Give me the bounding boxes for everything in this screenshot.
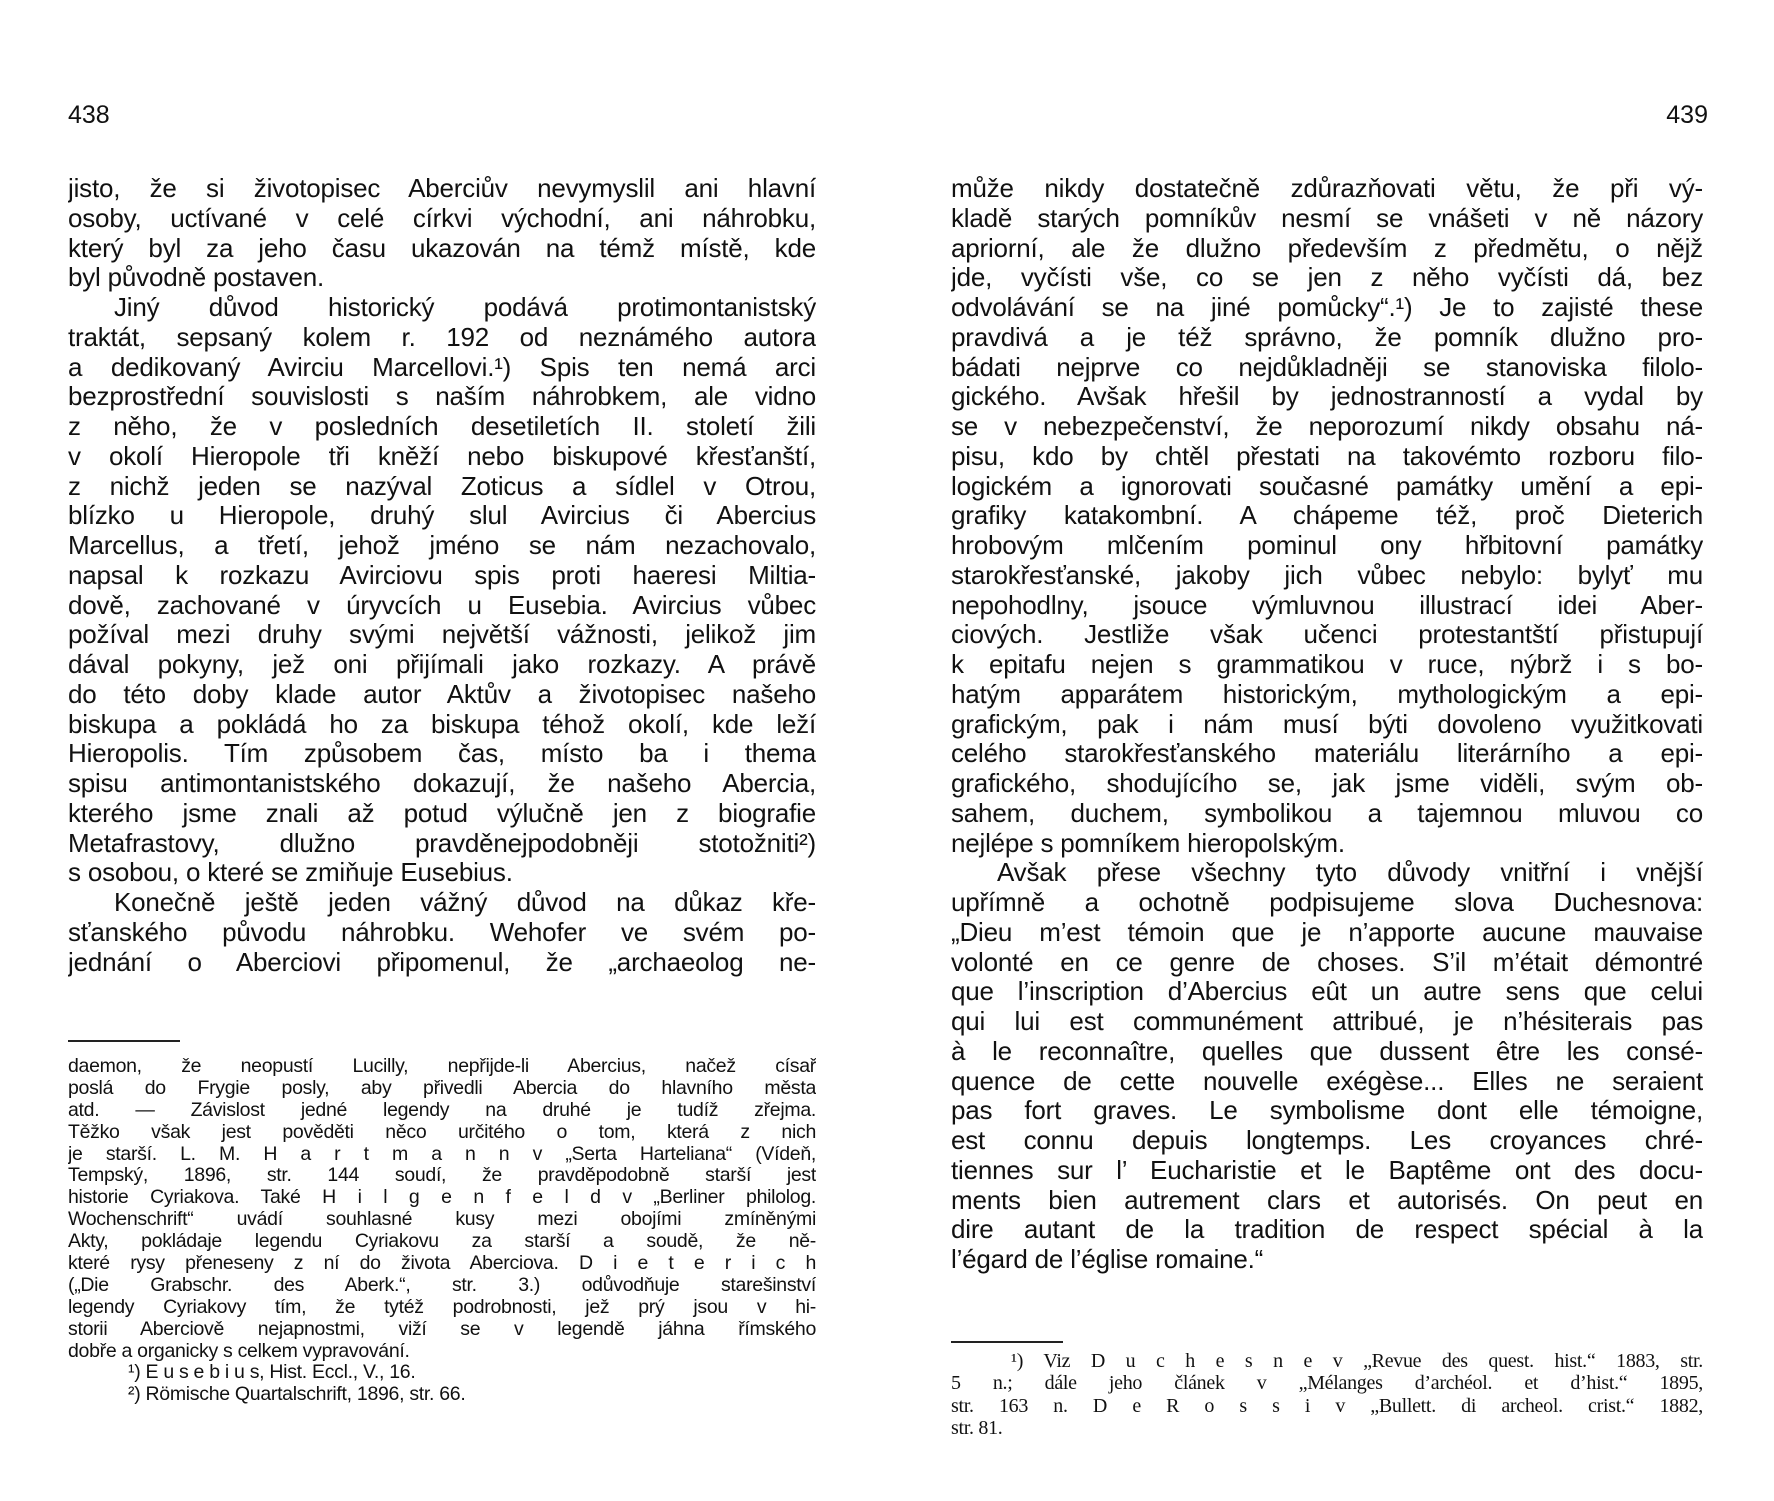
footnote-line: je starší. L. M. H a r t m a n n v „Serta Harteliana“ (Vídeň, bbox=[68, 1143, 816, 1165]
text-line: osoby, uctívané v celé církvi východní, ani náhrobku, bbox=[68, 203, 816, 233]
text-line: pisu, kdo by chtěl přestati na takovémto rozboru filo- bbox=[951, 441, 1703, 471]
text-line: Marcellus, a třetí, jehož jméno se nám nezachovalo, bbox=[68, 531, 816, 560]
text-line: který byl za jeho času ukazován na témž místě, kde bbox=[68, 233, 816, 263]
page-number: 438 bbox=[68, 101, 110, 129]
text-line: se v nebezpečenství, že neporozumí nikdy obsahu ná- bbox=[951, 412, 1703, 441]
footnote-line: atd. — Závislost jedné legendy na druhé je tudíž zřejma. bbox=[68, 1099, 816, 1121]
text-line: qui lui est communément attribué, je n’hésiterais pas bbox=[951, 1007, 1703, 1036]
text-line: celého starokřesťanského materiálu literárního a epi- bbox=[951, 739, 1703, 769]
text-line: Jiný důvod historický podává protimontanistský bbox=[114, 293, 816, 322]
text-line: bádati nejprve co nejdůkladněji se stanoviska filolo- bbox=[951, 352, 1703, 382]
text-line: kladě starých pomníkův nesmí se vnášeti v ně názory bbox=[951, 203, 1703, 233]
footnote-line: poslá do Frygie posly, aby přivedli Abercia do hlavního města bbox=[68, 1077, 816, 1099]
footnote-line: daemon, že neopustí Lucilly, nepřijde-li Abercius, načež císař bbox=[68, 1056, 816, 1077]
footnote-line: („Die Grabschr. des Aberk.“, str. 3.) odůvodňuje starešinství bbox=[68, 1274, 816, 1296]
text-line: sťanského původu náhrobku. Wehofer ve svém po- bbox=[68, 917, 816, 947]
text-line: dával pokyny, jež oni přijímali jako rozkazy. A právě bbox=[68, 650, 816, 679]
footnote-line: legendy Cyriakovy tím, že tytéž podrobnosti, jež prý jsou v hi- bbox=[68, 1296, 816, 1318]
text-line: byl původně postaven. bbox=[68, 263, 324, 293]
text-line: apriorní, ale že dlužno především z předmětu, o nějž bbox=[951, 233, 1703, 263]
footnote-rule bbox=[951, 1341, 1063, 1343]
text-line: Konečně ještě jeden vážný důvod na důkaz kře- bbox=[114, 888, 816, 917]
text-line: sahem, duchem, symbolikou a tajemnou mluvou co bbox=[951, 798, 1703, 828]
footnote-line: historie Cyriakova. Také H i l g e n f e l d v „Berliner philolog. bbox=[68, 1187, 816, 1209]
footnote-line: Těžko však jest pověděti něco určitého o tom, která z nich bbox=[68, 1121, 816, 1143]
body-text bbox=[68, 174, 816, 977]
text-line: v okolí Hieropole tři kněží nebo biskupové křesťanští, bbox=[68, 441, 816, 471]
text-line: nejlépe s pomníkem hieropolským. bbox=[951, 828, 1345, 858]
body-text bbox=[951, 174, 1703, 1275]
text-line: tiennes sur l’ Eucharistie et le Baptême ont des docu- bbox=[951, 1155, 1703, 1185]
text-line: kterého jsme znali až potud výlučně jen z biografie bbox=[68, 798, 816, 828]
text-line: à le reconnaître, quelles que dussent être les consé- bbox=[951, 1036, 1703, 1066]
text-line: ments bien autrement clars et autorisés. On peut en bbox=[951, 1185, 1703, 1215]
text-line: může nikdy dostatečně zdůrazňovati větu, že při vý- bbox=[951, 174, 1703, 203]
text-line: jde, vyčísti vše, co se jen z něho vyčísti dá, bez bbox=[951, 263, 1703, 293]
footnote-line: Tempský, 1896, str. 144 soudí, že pravděpodobně starší jest bbox=[68, 1165, 816, 1187]
text-line: „Dieu m’est témoin que je n’apporte aucune mauvaise bbox=[951, 917, 1703, 947]
text-line: hrobovým mlčením pominul ony hřbitovní památky bbox=[951, 531, 1703, 560]
text-line: Metafrastovy, dlužno pravděnejpodobněji stotožniti²) bbox=[68, 828, 816, 858]
text-line: pravdivá a je též správno, že pomník dlužno pro- bbox=[951, 322, 1703, 352]
footnotes bbox=[68, 1056, 816, 1406]
text-line: bezprostřední souvislosti s naším náhrobkem, ale vidno bbox=[68, 382, 816, 412]
text-line: est connu depuis longtemps. Les croyances chré- bbox=[951, 1126, 1703, 1155]
text-line: k epitafu nejen s grammatikou v ruce, nýbrž i s bo- bbox=[951, 650, 1703, 679]
text-line: grafického, shodujícího se, jak jsme viděli, svým ob- bbox=[951, 769, 1703, 798]
text-line: dově, zachované v úryvcích u Eusebia. Avircius vůbec bbox=[68, 590, 816, 620]
text-line: dire autant de la tradition de respect spécial à la bbox=[951, 1215, 1703, 1245]
text-line: z nichž jeden se nazýval Zoticus a sídlel v Otrou, bbox=[68, 471, 816, 501]
text-line: spisu antimontanistského dokazují, že našeho Abercia, bbox=[68, 769, 816, 798]
text-line: traktát, sepsaný kolem r. 192 od neznámého autora bbox=[68, 322, 816, 352]
footnote-rule bbox=[68, 1040, 180, 1042]
text-line: gického. Avšak hřešil by jednostranností a vydal by bbox=[951, 382, 1703, 412]
text-line: požíval mezi druhy svými největší vážnosti, jelikož jim bbox=[68, 620, 816, 650]
text-line: z něho, že v posledních desetiletích II. století žili bbox=[68, 412, 816, 441]
text-line: blízko u Hieropole, druhý slul Avircius či Abercius bbox=[68, 501, 816, 531]
text-line: starokřesťanské, jakoby jich vůbec nebylo: bylyť mu bbox=[951, 560, 1703, 590]
footnote-line: storii Aberciově nejapnostmi, viží se v legendě jáhna římského bbox=[68, 1318, 816, 1340]
text-line: hatým apparátem historickým, mythologickým a epi- bbox=[951, 679, 1703, 709]
footnote-line: Akty, pokládaje legendu Cyriakovu za starší a soudě, že ně- bbox=[68, 1231, 816, 1253]
footnote-line: které rysy přeneseny z ní do života Aberciova. D i e t e r i c h bbox=[68, 1253, 816, 1275]
text-line: ciových. Jestliže však učenci protestantští přistupují bbox=[951, 620, 1703, 650]
footnote-line: Wochenschrift“ uvádí souhlasné kusy mezi obojími zmíněnými bbox=[68, 1209, 816, 1231]
footnote-line: ¹) Viz D u c h e s n e v „Revue des quest. hist.“ 1883, str. bbox=[1011, 1350, 1703, 1372]
text-line: nepohodlny, jsouce výmluvnou illustrací idei Aber- bbox=[951, 590, 1703, 620]
text-line: s osobou, o které se zmiňuje Eusebius. bbox=[68, 858, 513, 888]
page-number: 439 bbox=[1666, 101, 1708, 129]
footnote-line: ¹) E u s e b i u s, Hist. Eccl., V., 16. bbox=[128, 1362, 416, 1384]
text-line: biskupa a pokládá ho za biskupa téhož okolí, kde leží bbox=[68, 709, 816, 739]
text-line: grafickým, pak i nám musí býti dovoleno využitkovati bbox=[951, 709, 1703, 739]
footnotes bbox=[951, 1350, 1703, 1440]
right-page bbox=[887, 0, 1774, 1501]
text-line: jisto, že si životopisec Aberciův nevymyslil ani hlavní bbox=[68, 174, 816, 203]
footnote-line: ²) Römische Quartalschrift, 1896, str. 66. bbox=[128, 1384, 466, 1406]
text-line: a dedikovaný Avirciu Marcellovi.¹) Spis ten nemá arci bbox=[68, 352, 816, 382]
footnote-line: str. 163 n. D e R o s s i v „Bullett. di archeol. crist.“ 1882, bbox=[951, 1394, 1703, 1417]
text-line: odvolávání se na jiné pomůcky“.¹) Je to zajisté these bbox=[951, 293, 1703, 322]
text-line: upřímně a ochotně podpisujeme slova Duchesnova: bbox=[951, 888, 1703, 917]
text-line: quence de cette nouvelle exégèse... Elles ne seraient bbox=[951, 1066, 1703, 1096]
text-line: do této doby klade autor Aktův a životopisec našeho bbox=[68, 679, 816, 709]
footnote-line: str. 81. bbox=[951, 1417, 1003, 1440]
text-line: que l’inscription d’Abercius eût un autre sens que celui bbox=[951, 977, 1703, 1007]
text-line: jednání o Aberciovi připomenul, že „archaeolog ne- bbox=[68, 947, 816, 977]
text-line: pas fort graves. Le symbolisme dont elle témoigne, bbox=[951, 1096, 1703, 1126]
text-line: napsal k rozkazu Avirciovu spis proti haeresi Miltia- bbox=[68, 560, 816, 590]
text-line: logickém a ignorovati současné památky umění a epi- bbox=[951, 471, 1703, 501]
text-line: Avšak přese všechny tyto důvody vnitřní i vnější bbox=[997, 858, 1703, 888]
text-line: l’égard de l’église romaine.“ bbox=[951, 1245, 1264, 1274]
text-line: Hieropolis. Tím způsobem čas, místo ba i thema bbox=[68, 739, 816, 769]
footnote-line: dobře a organicky s celkem vypravování. bbox=[68, 1340, 410, 1362]
text-line: grafiky katakombní. A chápeme též, proč Dieterich bbox=[951, 501, 1703, 531]
text-line: volonté en ce genre de choses. S’il m’était démontré bbox=[951, 947, 1703, 977]
footnote-line: 5 n.; dále jeho článek v „Mélanges d’archéol. et d’hist.“ 1895, bbox=[951, 1372, 1703, 1395]
